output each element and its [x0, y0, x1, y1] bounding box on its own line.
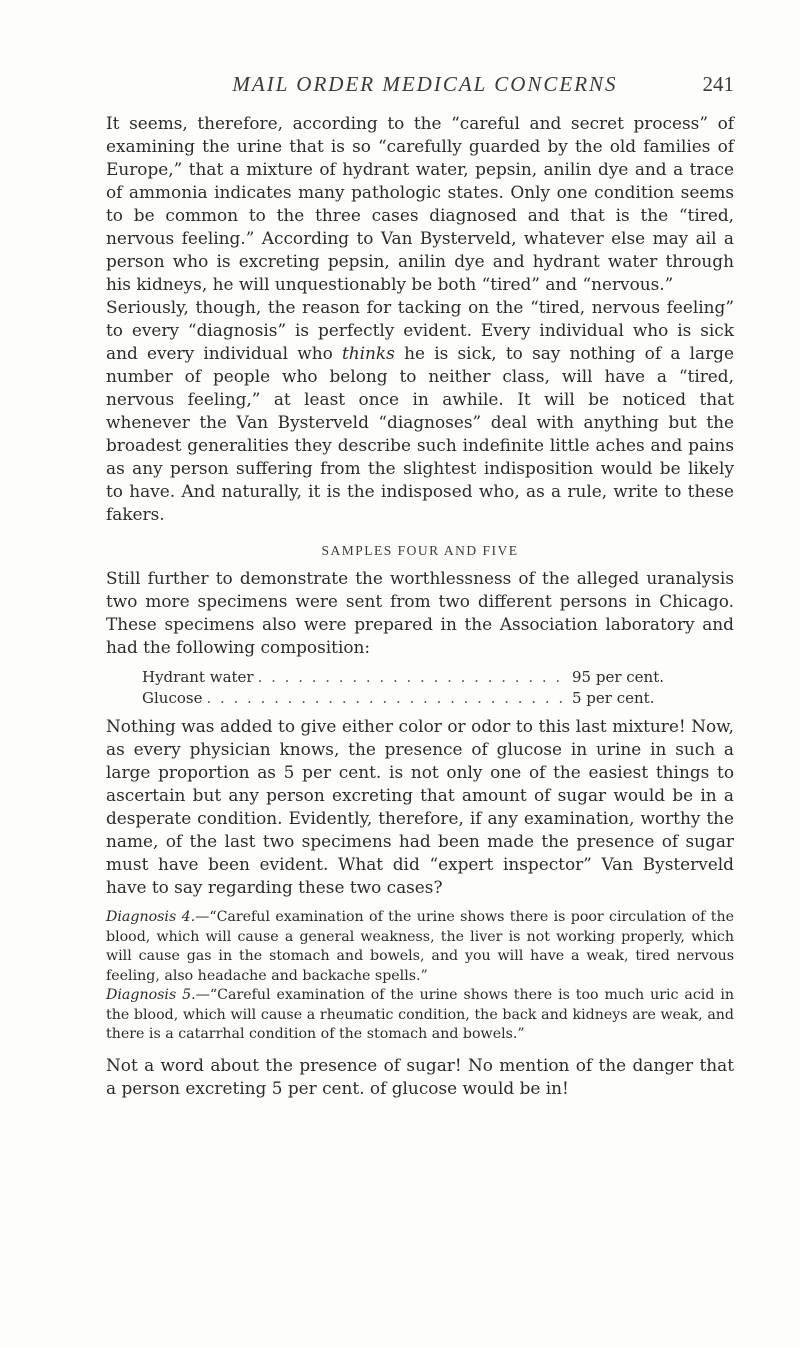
composition-row — [142, 688, 702, 709]
composition-row — [142, 667, 702, 688]
body-text — [106, 112, 734, 1100]
paragraph-tired-nervous — [106, 296, 734, 526]
paragraph-nothing-added: Nothing was added to give either color or odor to this last mixture! Now, as every physician knows, the presence of glucose in urine in such a large proportion as 5 per cent. is not only one of the easiest things to ascertain but any person excreting that amount of sugar would be in a desperate condition. Evidently, therefore, if any examination, worthy the name, of the last two specimens had been made the presence of sugar must have been evident. What did “expert inspector” Van Bysterveld have to say regarding these two cases? — [106, 716, 734, 897]
paragraph-text: he is sick, to say nothing of a large number of people who belong to neither class, will have a “tired, nervous feeling,” at least once in awhile. It will be noticed that whenever the Van Bysterveld “diagnoses” deal with anything but the broadest generalities they describe such indefinite little aches and pains as any person suffering from the slightest indisposition would be likely to have. And naturally, it is the indisposed who, as a rule, write to these fakers. — [106, 343, 734, 524]
paragraph-text: Seriously, though, the reason for tacking on the “tired, nervous feeling” to every “diagnosis” is perfectly evident. Every individual who is sick and every individual who — [106, 297, 734, 363]
diagnosis-text: —“Careful examination of the urine shows there is poor circulation of the blood, which will cause a general weakness, the liver is not working properly, which will cause gas in the stomach and bowels, and you will have a weak, tired nervous feeling, also headache and backache spells.” — [106, 909, 735, 984]
composition-item: Hydrant water — [142, 668, 254, 686]
diagnosis-label: Diagnosis 5. — [106, 987, 196, 1003]
section-heading: SAMPLES FOUR AND FIVE — [321, 543, 519, 558]
composition-value: 5 per cent. — [572, 689, 655, 707]
diagnosis-5 — [106, 986, 734, 1045]
paragraph-careful-process: It seems, therefore, according to the “careful and secret process” of examining the urine that is so “carefully guarded by the old families of Europe,” that a mixture of hydrant water, pepsin, anilin dye and a trace of ammonia indicates many pathologic states. Only one condition seems to be common to the three cases diagnosed and that is the “tired, nervous feeling.” According to Van Bysterveld, whatever else may ail a person who is excreting pepsin, anilin dye and hydrant water through his kidneys, he will unquestionably be both “tired” and “nervous.” — [106, 113, 734, 294]
diagnosis-text: —“Careful examination of the urine shows there is too much uric acid in the blood, which will cause a rheumatic condition, the back and kidneys are weak, and there is a catarrhal condition of the stomach and bowels.” — [106, 987, 735, 1042]
composition-item: Glucose — [142, 689, 203, 707]
italic-thinks: thinks — [341, 343, 395, 363]
leader-dots — [206, 688, 570, 709]
page-number: 241 — [702, 72, 734, 96]
composition-table — [142, 667, 702, 709]
diagnosis-4 — [106, 908, 734, 986]
paragraph-closing: Not a word about the presence of sugar! No mention of the danger that a person excreting 5 per cent. of glucose would be in! — [106, 1054, 734, 1098]
leader-dots — [258, 667, 570, 688]
running-head — [106, 72, 734, 102]
paragraph-samples: Still further to demonstrate the worthlessness of the alleged uranalysis two more specimens were sent from two different persons in Chicago. These specimens also were prepared in the Association laboratory and had the following composition: — [106, 568, 734, 657]
composition-value: 95 per cent. — [572, 668, 665, 686]
running-title: MAIL ORDER MEDICAL CONCERNS — [232, 72, 618, 96]
diagnosis-label: Diagnosis 4. — [106, 909, 196, 925]
